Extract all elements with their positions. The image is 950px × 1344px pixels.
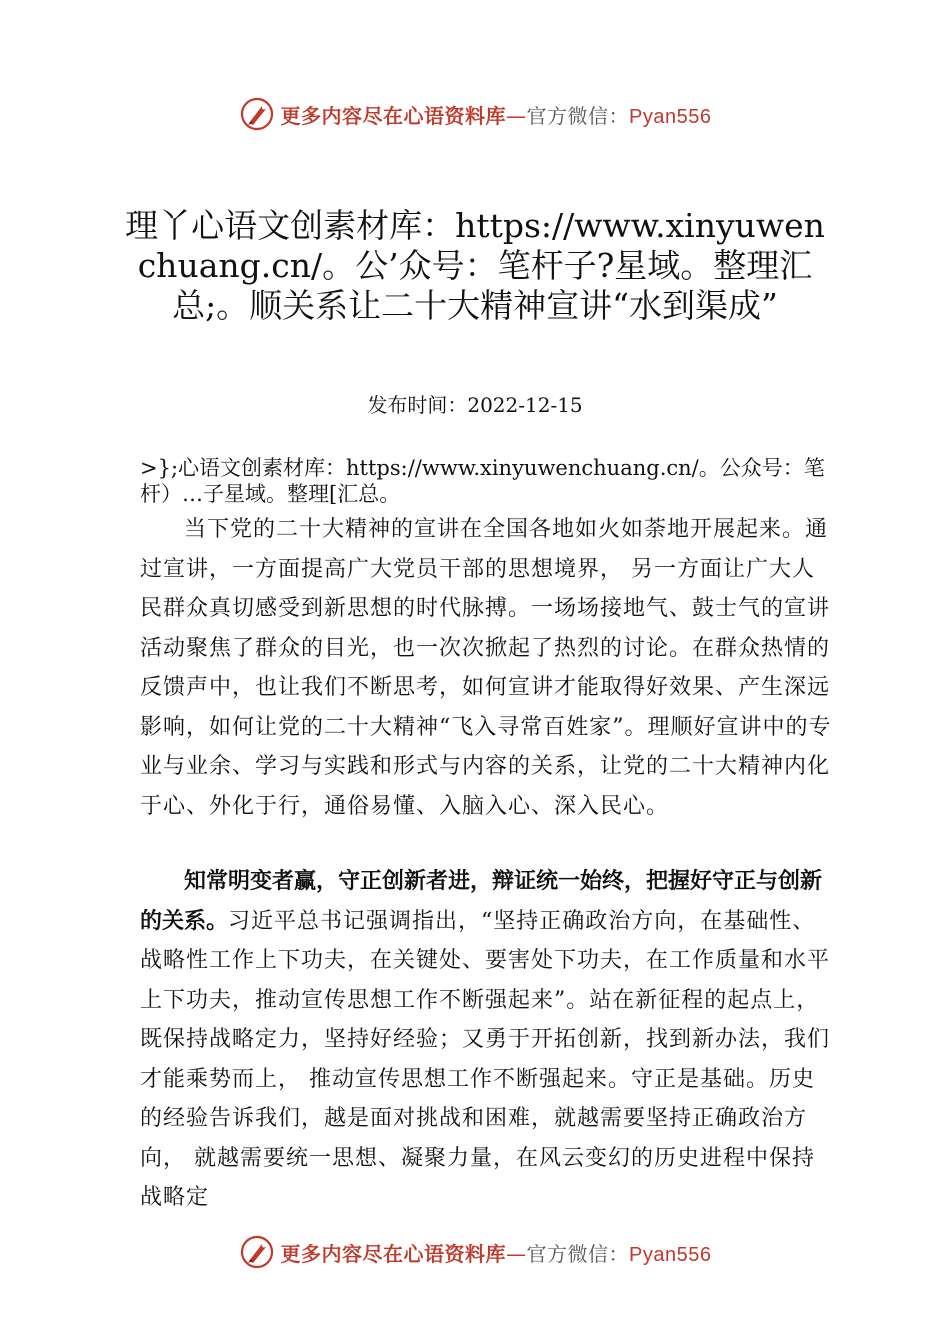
publish-date: 发布时间：2022-12-15 [367, 393, 583, 417]
banner-text [281, 1238, 712, 1267]
document-title: 理丫心语文创素材库：https://www.xinyuwenchuang.cn/。公’众号：笔杆子?星域。整理汇总;。顺关系让二十大精神宣讲“水到渠成” [125, 206, 825, 325]
banner-wechat-label: 官方微信： [526, 1241, 630, 1266]
paragraph-2 [140, 862, 836, 1218]
banner-wechat-id: Pyan556 [629, 105, 712, 128]
banner-separator: — [506, 1241, 527, 1266]
banner-main-text: 更多内容尽在心语资料库 [280, 103, 507, 128]
paragraph-1: 当下党的二十大精神的宣讲在全国各地如火如荼地开展起来。通过宣讲，一方面提高广大党员干部的思想境界， 另一方面让广大人民群众真切感受到新思想的时代脉搏。一场场接地气、鼓士气的宣讲活动聚焦了群众的目光，也一次次掀起了热烈的讨论。在群众热情的反馈声中，也让我们不断思考，如何宣讲才能取得好效果、产生深远影响，如何让党的二十大精神“飞入寻常百姓家”。理顺好宣讲中的专业与业余、学习与实践和形式与内容的关系，让党的二十大精神内化于心、外化于行，通俗易懂、入脑入心、深入民心。 [140, 517, 832, 819]
pen-nib-circle-icon [239, 96, 275, 132]
header-watermark-banner [0, 94, 950, 134]
banner-text [281, 100, 712, 129]
pen-nib-circle-icon [239, 1234, 275, 1270]
paragraph-2-lead: 知常明变者赢，守正创新者进，辩证统一始终，把握好守正与创新的关系。 [140, 869, 823, 934]
banner-wechat-id: Pyan556 [629, 1243, 712, 1266]
banner-separator: — [506, 103, 527, 128]
footer-watermark-banner [0, 1232, 950, 1272]
paragraph-2-body: 习近平总书记强调指出，“坚持正确政治方向，在基础性、战略性工作上下功夫，在关键处、要害处下功夫，在工作质量和水平上下功夫，推动宣传思想工作不断强起来”。站在新征程的起点上，既保持战略定力，坚持好经验；又勇于开拓创新，找到新办法，我们才能乘势而上， 推动宣传思想工作不断强起来。守正是基础。历史的经验告诉我们，越是面对挑战和困难，就越需要坚持正确政治方向， 就越需要统一思想、凝聚力量，在风云变幻的历史进程中保持战略定 [140, 908, 831, 1210]
banner-main-text: 更多内容尽在心语资料库 [280, 1241, 507, 1266]
source-line: >};心语文创素材库：https://www.xinyuwenchuang.cn/。公众号：笔杆）…子星域。整理[汇总。 [140, 456, 825, 506]
banner-wechat-label: 官方微信： [526, 103, 630, 128]
